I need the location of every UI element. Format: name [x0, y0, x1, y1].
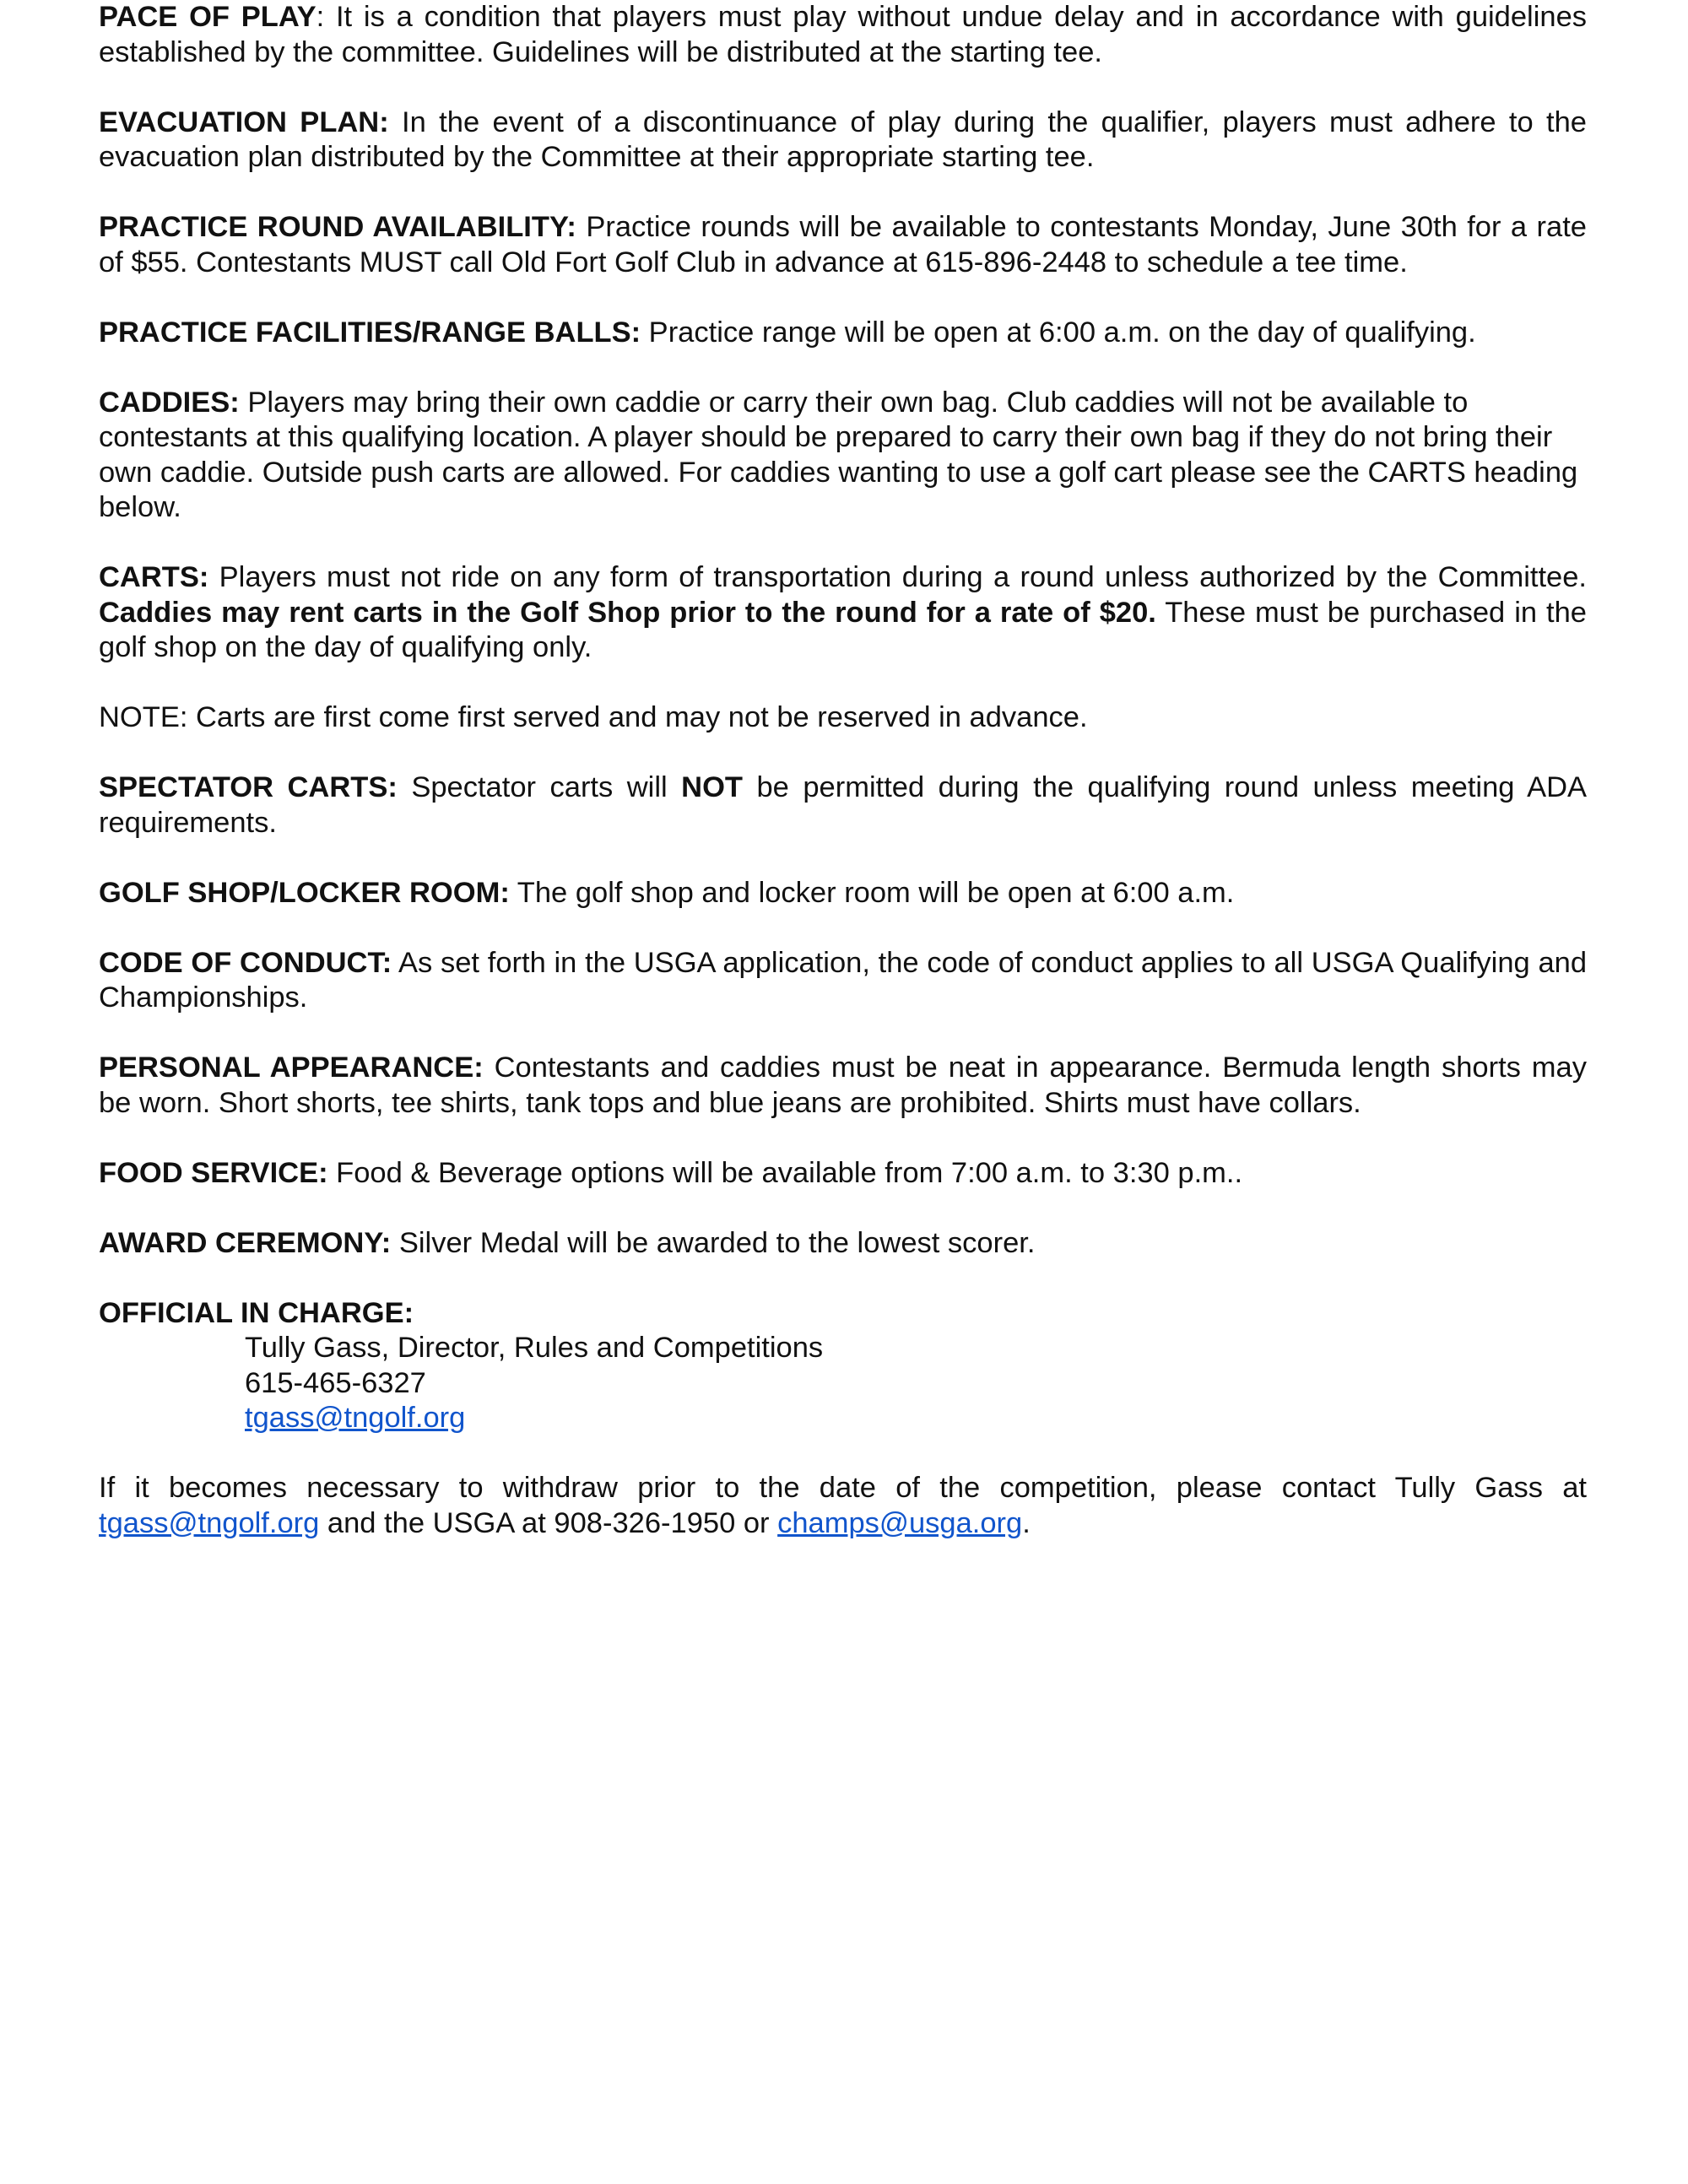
pace-of-play-text: : It is a condition that players must play without undue delay and in accordance with guidelines established by the committee. Guidelines will be distributed at the starting tee.	[99, 1, 1588, 68]
evacuation-plan-heading: EVACUATION PLAN:	[99, 105, 389, 138]
usga-email-link[interactable]: champs@usga.org	[777, 1506, 1023, 1539]
withdraw-text-3: .	[1022, 1506, 1031, 1539]
caddies-text: Players may bring their own caddie or carry their own bag. Club caddies will not be available to contestants at this qualifying location. A player should be prepared to carry their own bag if they do not bring their own caddie. Outside push carts are allowed. For caddies wanting to use a golf cart please see the CARTS heading below.	[99, 386, 1578, 523]
caddies-heading: CADDIES:	[99, 386, 240, 419]
note-text: NOTE: Carts are first come first served and may not be reserved in advance.	[99, 701, 1088, 733]
award-ceremony-paragraph	[99, 1226, 1587, 1262]
practice-facilities-heading: PRACTICE FACILITIES/RANGE BALLS:	[99, 316, 641, 349]
spectator-carts-paragraph	[99, 770, 1587, 841]
pace-of-play-paragraph	[99, 0, 1587, 70]
practice-round-heading: PRACTICE ROUND AVAILABILITY:	[99, 211, 576, 243]
award-ceremony-text: Silver Medal will be awarded to the lowest scorer.	[391, 1226, 1036, 1259]
caddies-paragraph	[99, 386, 1587, 526]
practice-round-paragraph	[99, 210, 1587, 280]
food-service-text: Food & Beverage options will be available from 7:00 a.m. to 3:30 p.m..	[327, 1156, 1243, 1189]
official-phone: 615-465-6327	[245, 1366, 426, 1399]
practice-facilities-text: Practice range will be open at 6:00 a.m. on the day of qualifying.	[641, 316, 1476, 349]
official-in-charge-block	[99, 1296, 1587, 1436]
withdraw-text-2: and the USGA at 908-326-1950 or	[319, 1506, 778, 1539]
spectator-carts-not: NOT	[681, 771, 743, 803]
carts-paragraph	[99, 560, 1587, 666]
golf-shop-paragraph	[99, 876, 1587, 911]
spectator-carts-text-2: be permitted during the qualifying round unless meeting ADA requirements.	[99, 771, 1588, 839]
code-of-conduct-text: As set forth in the USGA application, the code of conduct applies to all USGA Qualifying and Championships.	[99, 946, 1587, 1014]
practice-facilities-paragraph	[99, 316, 1587, 351]
spectator-carts-heading: SPECTATOR CARTS:	[99, 771, 398, 803]
carts-text-1: Players must not ride on any form of transportation during a round unless authorized by the Committee.	[208, 561, 1587, 593]
personal-appearance-paragraph	[99, 1051, 1587, 1121]
award-ceremony-heading: AWARD CEREMONY:	[99, 1226, 392, 1259]
spectator-carts-text-1: Spectator carts will	[397, 771, 682, 803]
withdraw-email-link[interactable]: tgass@tngolf.org	[99, 1506, 320, 1539]
carts-text-2: These must be purchased in the golf shop on the day of qualifying only.	[99, 596, 1587, 663]
withdraw-text-1: If it becomes necessary to withdraw prior to the date of the competition, please contact Tully Gass at	[99, 1472, 1587, 1504]
official-email-link[interactable]: tgass@tngolf.org	[245, 1402, 466, 1434]
withdraw-paragraph	[99, 1471, 1587, 1541]
official-details	[99, 1331, 1587, 1436]
code-of-conduct-paragraph	[99, 946, 1587, 1016]
personal-appearance-heading: PERSONAL APPEARANCE:	[99, 1051, 484, 1084]
code-of-conduct-heading: CODE OF CONDUCT:	[99, 946, 392, 979]
pace-of-play-heading: PACE OF PLAY	[99, 1, 316, 33]
document-body	[99, 0, 1587, 1576]
food-service-paragraph	[99, 1156, 1587, 1192]
evacuation-plan-text: In the event of a discontinuance of play during the qualifier, players must adhere to the evacuation plan distributed by the Committee at their appropriate starting tee.	[99, 105, 1587, 173]
note-paragraph	[99, 700, 1587, 736]
evacuation-plan-paragraph	[99, 105, 1587, 176]
carts-heading: CARTS:	[99, 561, 209, 593]
golf-shop-heading: GOLF SHOP/LOCKER ROOM:	[99, 876, 510, 909]
food-service-heading: FOOD SERVICE:	[99, 1156, 328, 1189]
golf-shop-text: The golf shop and locker room will be open at 6:00 a.m.	[509, 876, 1235, 909]
personal-appearance-text: Contestants and caddies must be neat in appearance. Bermuda length shorts may be worn. Short shorts, tee shirts, tank tops and blue jeans are prohibited. Shirts must have collars.	[99, 1051, 1587, 1119]
official-heading: OFFICIAL IN CHARGE:	[99, 1296, 414, 1329]
carts-bold-text: Caddies may rent carts in the Golf Shop prior to the round for a rate of $20.	[99, 596, 1156, 629]
practice-round-text: Practice rounds will be available to contestants Monday, June 30th for a rate of $55. Contestants MUST call Old Fort Golf Club in advance at 615-896-2448 to schedule a tee time.	[99, 211, 1587, 278]
official-name-title: Tully Gass, Director, Rules and Competitions	[245, 1332, 824, 1364]
